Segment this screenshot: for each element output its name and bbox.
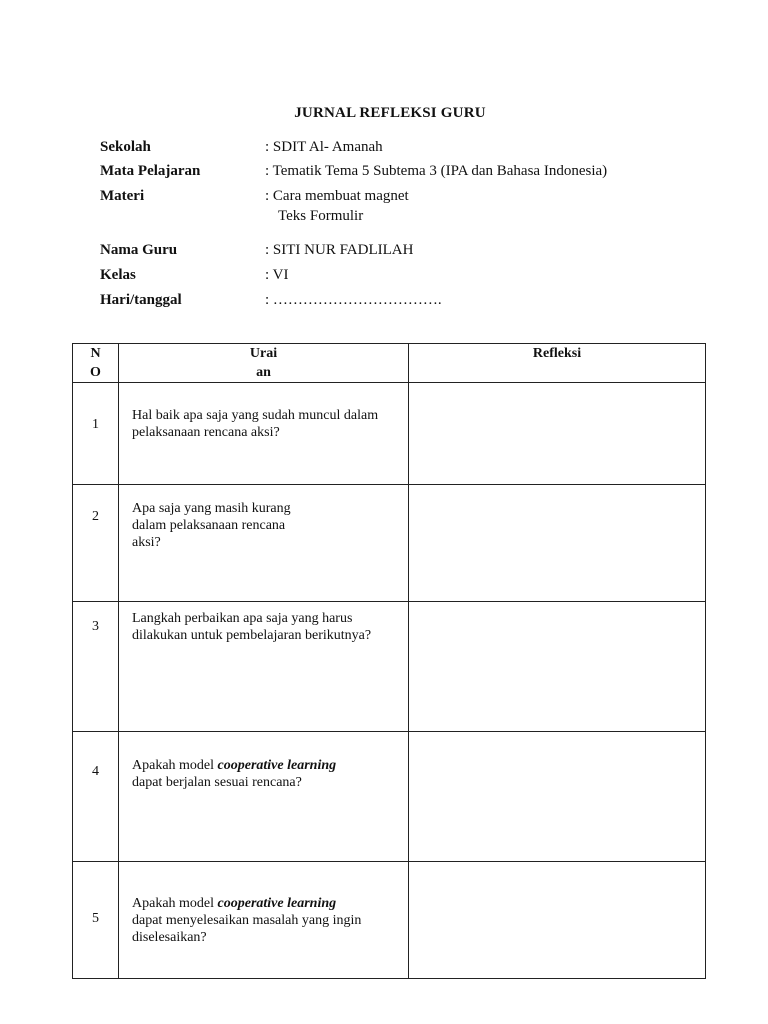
refleksi-cell[interactable] — [409, 732, 706, 862]
table-header-row — [73, 344, 706, 383]
table-row — [73, 383, 706, 485]
refleksi-cell[interactable] — [409, 862, 706, 979]
uraian-emphasis: cooperative learning — [217, 758, 337, 773]
uraian-line: aksi? — [132, 535, 161, 550]
uraian-prefix: Apakah model — [132, 896, 218, 911]
mapel-label: Mata Pelajaran — [100, 163, 201, 179]
uraian-cell — [119, 485, 409, 602]
materi-value-2: Teks Formulir — [278, 208, 364, 224]
nama-guru-value: : SITI NUR FADLILAH — [265, 242, 414, 258]
header-no-line1: N — [90, 346, 101, 361]
sekolah-value: : SDIT Al- Amanah — [265, 139, 383, 155]
header-uraian-line2: an — [256, 365, 271, 380]
header-no — [73, 344, 119, 383]
row-number: 2 — [92, 509, 99, 524]
uraian-line: Apa saja yang masih kurang — [132, 501, 291, 516]
uraian-cell — [119, 862, 409, 979]
header-no-line2: O — [90, 365, 101, 380]
uraian-emphasis: cooperative learning — [217, 896, 337, 911]
uraian-text — [132, 757, 400, 791]
uraian-suffix: dapat menyelesaikan masalah yang ingin diselesaikan? — [132, 913, 362, 945]
table-row — [73, 485, 706, 602]
refleksi-cell[interactable] — [409, 383, 706, 485]
kelas-value: : VI — [265, 267, 289, 283]
uraian-text: Hal baik apa saja yang sudah muncul dalam pelaksanaan rencana aksi? — [132, 408, 379, 440]
row-number: 5 — [92, 911, 99, 926]
nama-guru-label: Nama Guru — [100, 242, 178, 258]
header-refleksi: Refleksi — [409, 344, 706, 383]
row-number-cell — [73, 485, 119, 602]
info-sekolah — [100, 137, 740, 157]
row-number: 1 — [92, 417, 99, 432]
table-row — [73, 602, 706, 732]
uraian-line: dalam pelaksanaan rencana — [132, 518, 286, 533]
info-hari — [100, 290, 740, 310]
info-kelas — [100, 265, 740, 285]
row-number-cell — [73, 732, 119, 862]
sekolah-label: Sekolah — [100, 139, 151, 155]
uraian-text — [132, 500, 400, 551]
header-uraian — [119, 344, 409, 383]
uraian-suffix: dapat berjalan sesuai rencana? — [132, 775, 302, 790]
refleksi-cell[interactable] — [409, 485, 706, 602]
uraian-text — [132, 895, 378, 946]
materi-value: : Cara membuat magnet — [265, 188, 409, 204]
row-number: 4 — [92, 764, 99, 779]
info-nama-guru — [100, 240, 740, 260]
info-mapel — [100, 161, 740, 181]
row-number-cell — [73, 602, 119, 732]
uraian-cell — [119, 602, 409, 732]
row-number-cell — [73, 862, 119, 979]
kelas-label: Kelas — [100, 267, 136, 283]
info-materi — [100, 186, 740, 224]
hari-value: : ……………………………. — [265, 292, 442, 308]
uraian-cell — [119, 383, 409, 485]
uraian-text: Langkah perbaikan apa saja yang harus dilakukan untuk pembelajaran berikutnya? — [132, 611, 372, 643]
header-uraian-line1: Urai — [249, 346, 278, 361]
uraian-prefix: Apakah model — [132, 758, 218, 773]
table-row — [73, 862, 706, 979]
row-number: 3 — [92, 619, 99, 634]
refleksi-cell[interactable] — [409, 602, 706, 732]
row-number-cell — [73, 383, 119, 485]
materi-label: Materi — [100, 188, 145, 204]
mapel-value: : Tematik Tema 5 Subtema 3 (IPA dan Bahasa Indonesia) — [265, 163, 608, 179]
reflection-table — [72, 343, 706, 979]
page-title: JURNAL REFLEKSI GURU — [294, 105, 486, 121]
uraian-cell — [119, 732, 409, 862]
table-row — [73, 732, 706, 862]
hari-label: Hari/tanggal — [100, 292, 182, 308]
